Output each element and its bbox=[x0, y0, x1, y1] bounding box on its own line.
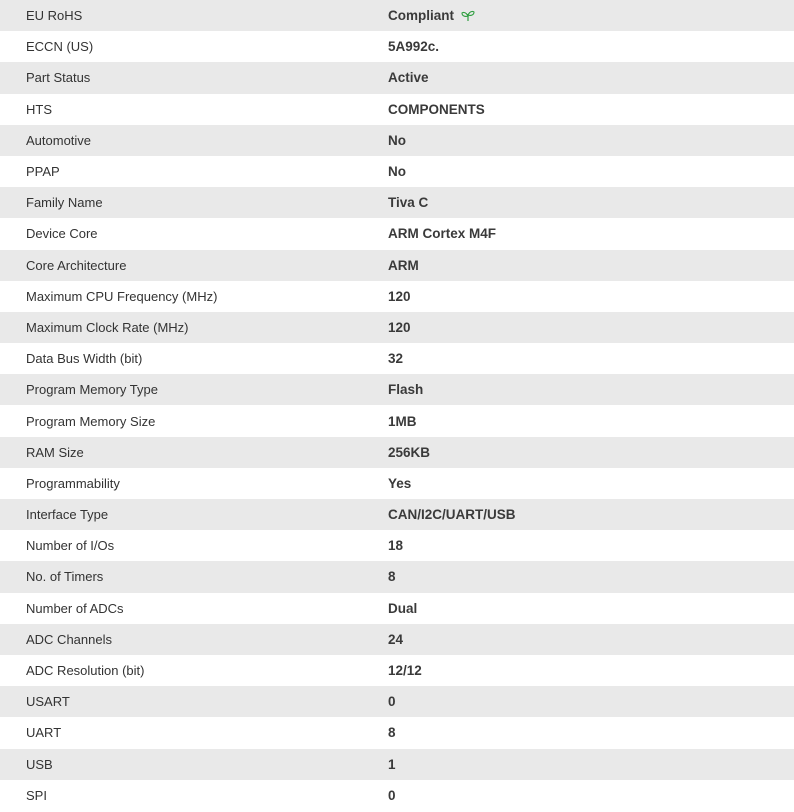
spec-label: Maximum CPU Frequency (MHz) bbox=[26, 288, 218, 304]
spec-value: 24 bbox=[388, 631, 404, 647]
spec-row bbox=[0, 156, 794, 187]
spec-row bbox=[0, 62, 794, 93]
spec-label: USART bbox=[26, 694, 70, 710]
spec-row bbox=[0, 343, 794, 374]
spec-label: Part Status bbox=[26, 70, 91, 86]
spec-row bbox=[0, 281, 794, 312]
spec-value: 32 bbox=[388, 351, 404, 367]
spec-row bbox=[0, 561, 794, 592]
spec-label: ECCN (US) bbox=[26, 39, 94, 55]
spec-label: RAM Size bbox=[26, 444, 84, 460]
spec-label: Programmability bbox=[26, 475, 120, 491]
spec-row bbox=[0, 655, 794, 686]
spec-label: Program Memory Type bbox=[26, 382, 158, 398]
spec-label: EU RoHS bbox=[26, 8, 83, 24]
spec-value: CAN/I2C/UART/USB bbox=[388, 507, 516, 523]
spec-row bbox=[0, 624, 794, 655]
spec-value: 8 bbox=[388, 725, 396, 741]
spec-value: 0 bbox=[388, 787, 396, 803]
spec-label: ADC Resolution (bit) bbox=[26, 663, 145, 679]
spec-row bbox=[0, 593, 794, 624]
spec-value-text: Compliant bbox=[388, 8, 454, 24]
spec-label: No. of Timers bbox=[26, 569, 104, 585]
spec-value: Flash bbox=[388, 382, 424, 398]
spec-label: Number of I/Os bbox=[26, 538, 115, 554]
spec-row bbox=[0, 717, 794, 748]
spec-label: SPI bbox=[26, 787, 47, 803]
spec-value: Yes bbox=[388, 475, 412, 491]
spec-value: No bbox=[388, 132, 406, 148]
spec-row bbox=[0, 31, 794, 62]
spec-label: Program Memory Size bbox=[26, 413, 156, 429]
spec-value: No bbox=[388, 164, 406, 180]
spec-row bbox=[0, 94, 794, 125]
spec-row bbox=[0, 312, 794, 343]
spec-row bbox=[0, 468, 794, 499]
spec-value: 5A992c. bbox=[388, 39, 440, 55]
spec-row bbox=[0, 437, 794, 468]
spec-label: PPAP bbox=[26, 164, 60, 180]
spec-value: Tiva C bbox=[388, 195, 429, 211]
spec-value: 1 bbox=[388, 756, 396, 772]
spec-row bbox=[0, 125, 794, 156]
spec-label: ADC Channels bbox=[26, 631, 112, 647]
spec-row bbox=[0, 780, 794, 811]
spec-label: Number of ADCs bbox=[26, 600, 124, 616]
spec-label: Family Name bbox=[26, 195, 103, 211]
spec-value: 0 bbox=[388, 694, 396, 710]
spec-row bbox=[0, 499, 794, 530]
spec-value: 12/12 bbox=[388, 663, 422, 679]
spec-value: 8 bbox=[388, 569, 396, 585]
spec-label: USB bbox=[26, 756, 53, 772]
spec-row bbox=[0, 0, 794, 31]
spec-value: Dual bbox=[388, 600, 418, 616]
spec-label: HTS bbox=[26, 101, 52, 117]
spec-value: ARM Cortex M4F bbox=[388, 226, 497, 242]
leaf-icon bbox=[461, 10, 475, 22]
spec-value: 120 bbox=[388, 288, 411, 304]
spec-label: UART bbox=[26, 725, 62, 741]
spec-value bbox=[388, 8, 794, 23]
spec-label: Maximum Clock Rate (MHz) bbox=[26, 319, 189, 335]
spec-value: Active bbox=[388, 70, 429, 86]
spec-row bbox=[0, 218, 794, 249]
spec-value: ARM bbox=[388, 257, 419, 273]
spec-value: 18 bbox=[388, 538, 404, 554]
spec-label: Data Bus Width (bit) bbox=[26, 351, 143, 367]
spec-label: Automotive bbox=[26, 132, 92, 148]
spec-row bbox=[0, 250, 794, 281]
spec-row bbox=[0, 749, 794, 780]
spec-label: Interface Type bbox=[26, 507, 109, 523]
spec-row bbox=[0, 187, 794, 218]
spec-row bbox=[0, 374, 794, 405]
spec-row bbox=[0, 530, 794, 561]
spec-label: Device Core bbox=[26, 226, 98, 242]
spec-value: 1MB bbox=[388, 413, 417, 429]
spec-value: 256KB bbox=[388, 444, 431, 460]
spec-row bbox=[0, 686, 794, 717]
spec-value: COMPONENTS bbox=[388, 101, 485, 117]
spec-value: 120 bbox=[388, 319, 411, 335]
spec-row bbox=[0, 405, 794, 436]
spec-label: Core Architecture bbox=[26, 257, 127, 273]
